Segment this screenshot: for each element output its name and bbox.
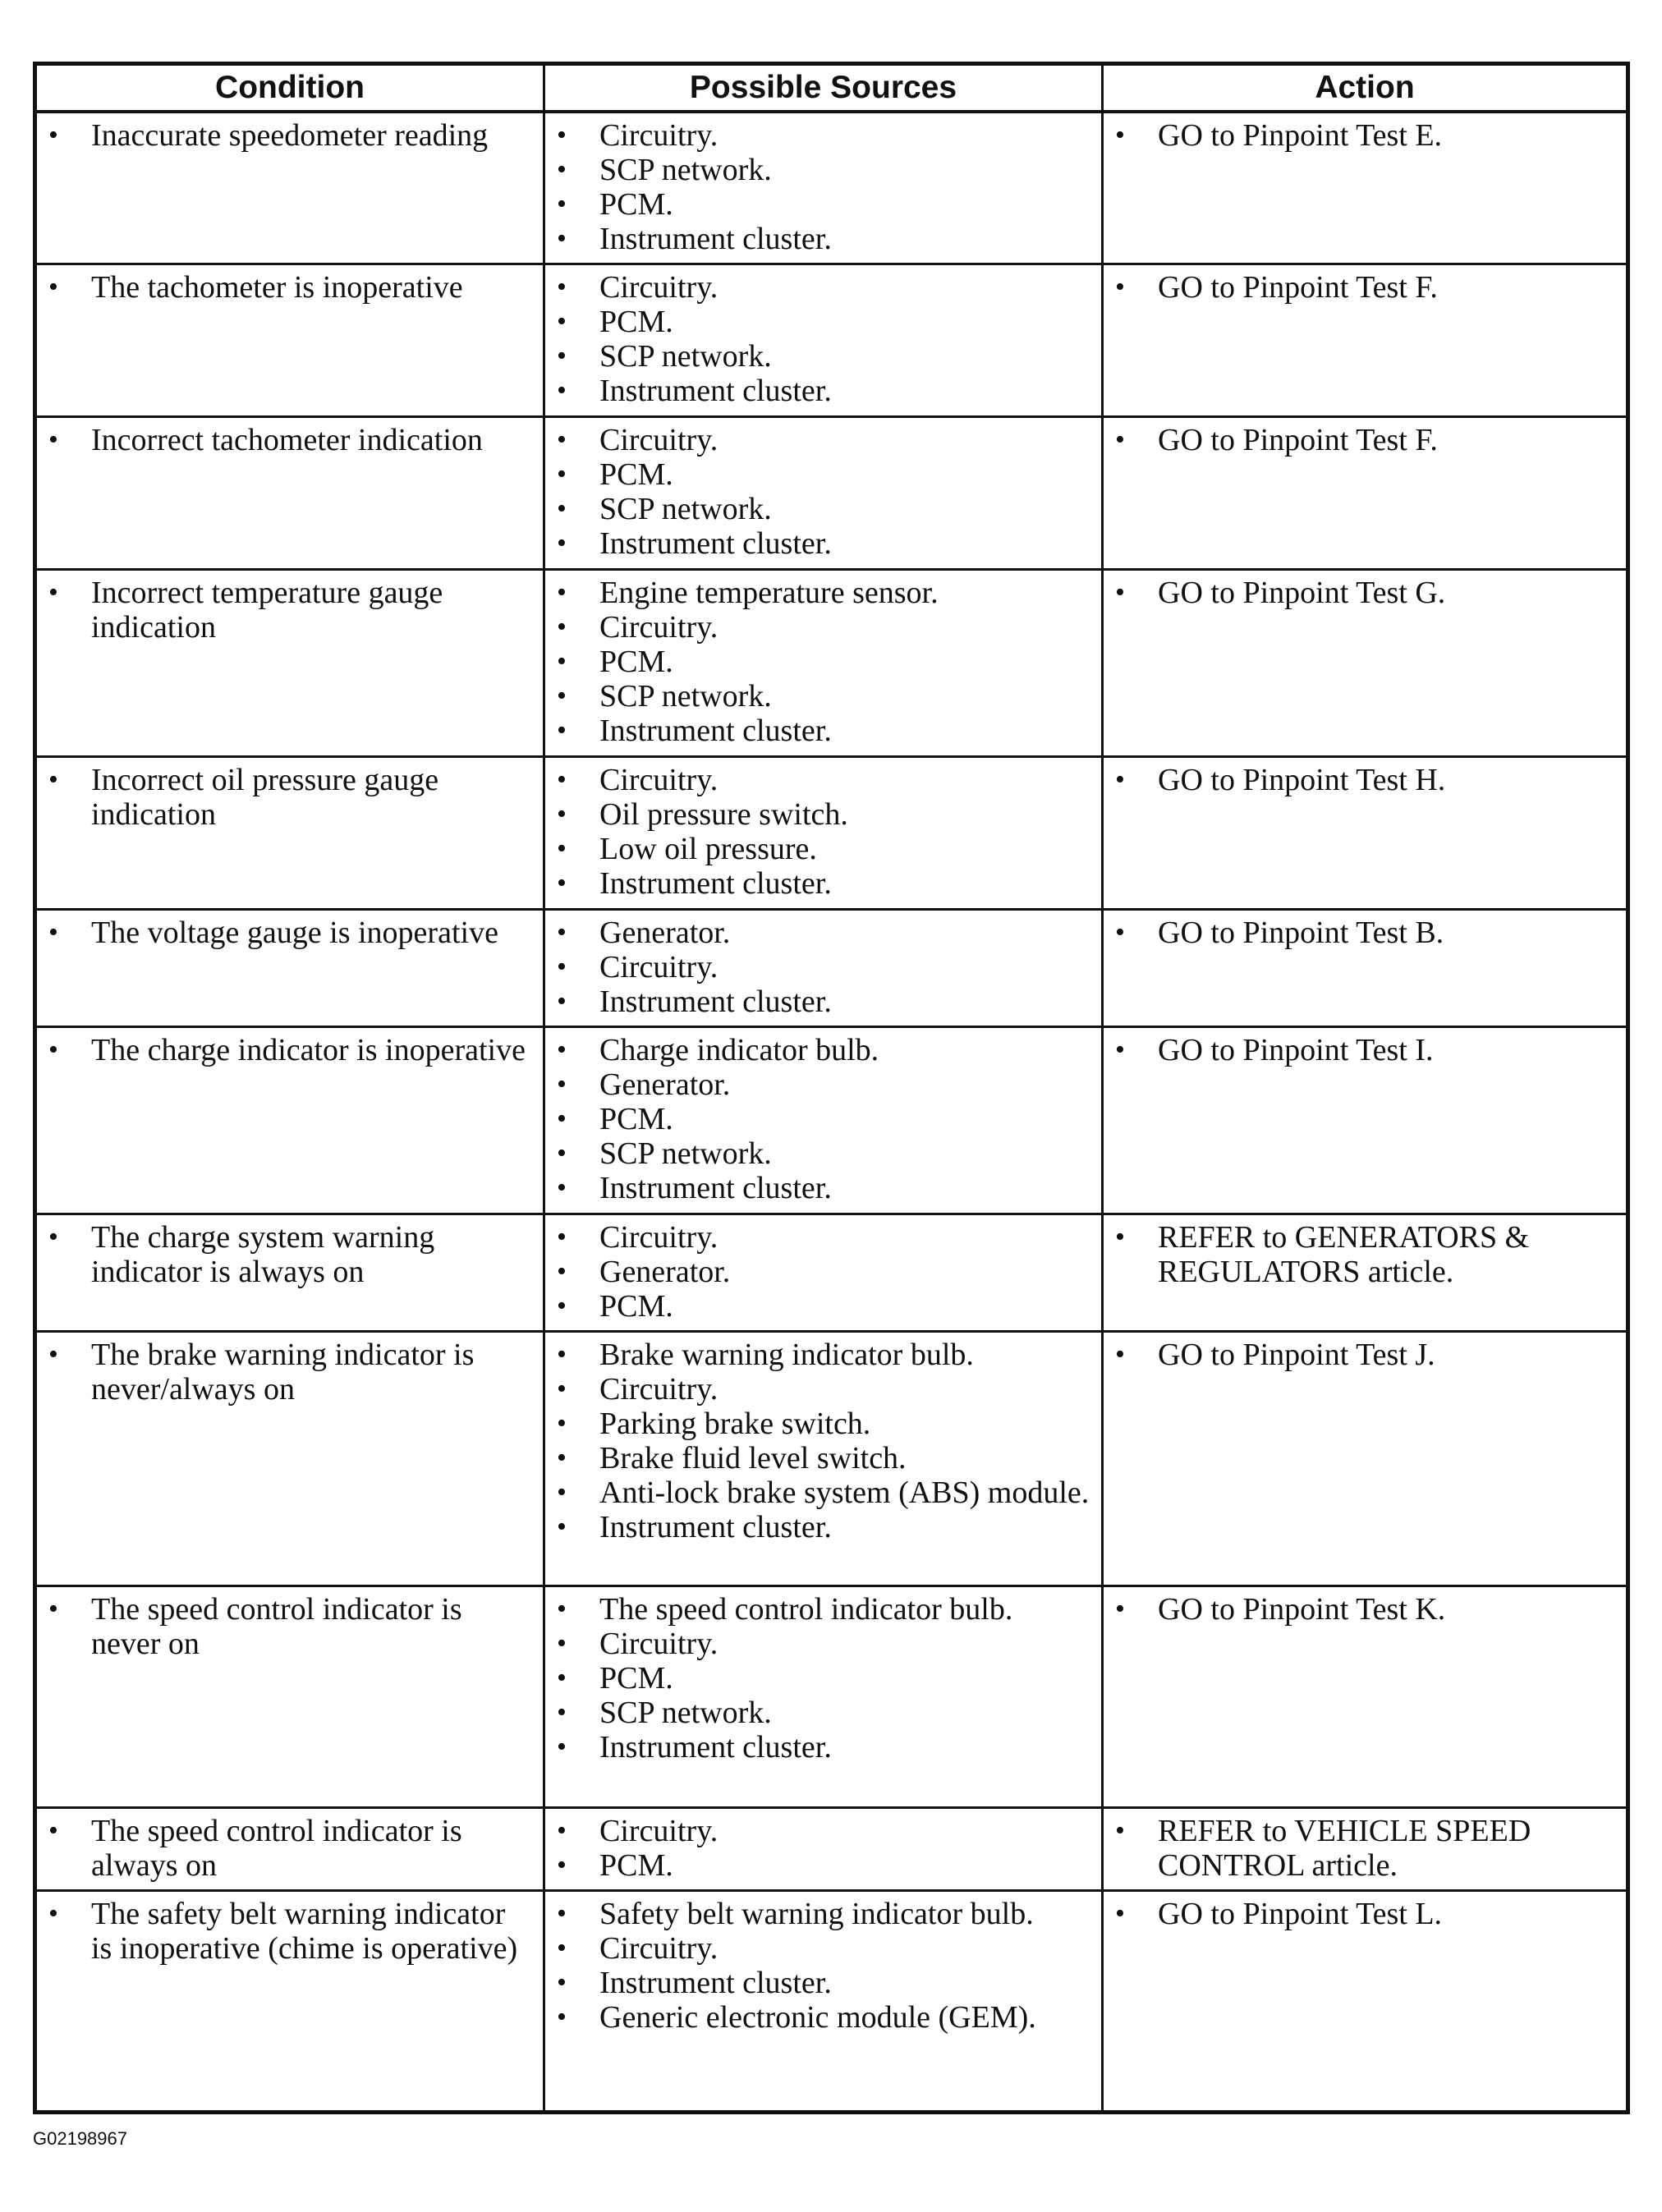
source-item: • PCM. <box>553 305 1090 339</box>
action-cell <box>1103 417 1628 570</box>
condition-text: • The safety belt warning indicator is inoperative (chime is operative) <box>45 1897 531 1966</box>
possible-sources-cell <box>544 112 1103 264</box>
action-cell <box>1103 570 1628 757</box>
condition-text: • The speed control indicator is always on <box>45 1814 531 1883</box>
condition-text: • The tachometer is inoperative <box>45 270 531 305</box>
action-text: • GO to Pinpoint Test G. <box>1112 576 1614 610</box>
action-text: • GO to Pinpoint Test I. <box>1112 1033 1614 1067</box>
action-text: • REFER to VEHICLE SPEED CONTROL article. <box>1112 1814 1614 1883</box>
source-item: • PCM. <box>553 1289 1090 1324</box>
source-item: • Generator. <box>553 1067 1090 1102</box>
source-item: • SCP network. <box>553 679 1090 714</box>
table-row <box>35 1027 1628 1214</box>
condition-text: • Incorrect tachometer indication <box>45 423 531 457</box>
action-cell <box>1103 264 1628 417</box>
source-item: • PCM. <box>553 457 1090 492</box>
condition-text: • The voltage gauge is inoperative <box>45 916 531 950</box>
source-item: • Circuitry. <box>553 1220 1090 1255</box>
source-item: • Instrument cluster. <box>553 374 1090 408</box>
source-item: • Safety belt warning indicator bulb. <box>553 1897 1090 1931</box>
condition-text: • The charge system warning indicator is always on <box>45 1220 531 1289</box>
source-item: • Low oil pressure. <box>553 832 1090 866</box>
possible-sources-cell <box>544 570 1103 757</box>
source-item: • Parking brake switch. <box>553 1407 1090 1441</box>
action-cell <box>1103 910 1628 1027</box>
action-cell <box>1103 1214 1628 1332</box>
source-item: • SCP network. <box>553 1696 1090 1730</box>
source-item: • Circuitry. <box>553 270 1090 305</box>
action-text: • GO to Pinpoint Test B. <box>1112 916 1614 950</box>
condition-text: • The charge indicator is inoperative <box>45 1033 531 1067</box>
source-item: • Generator. <box>553 1255 1090 1289</box>
possible-sources-cell <box>544 417 1103 570</box>
action-text: • REFER to GENERATORS & REGULATORS article. <box>1112 1220 1614 1289</box>
table-row <box>35 264 1628 417</box>
table-row <box>35 910 1628 1027</box>
condition-cell <box>35 417 544 570</box>
source-item: • Instrument cluster. <box>553 526 1090 561</box>
source-item: • SCP network. <box>553 153 1090 187</box>
source-item: • Instrument cluster. <box>553 714 1090 748</box>
source-item: • Circuitry. <box>553 950 1090 984</box>
action-text: • GO to Pinpoint Test F. <box>1112 270 1614 305</box>
action-cell <box>1103 1027 1628 1214</box>
source-item: • Oil pressure switch. <box>553 797 1090 832</box>
source-item: • Circuitry. <box>553 423 1090 457</box>
source-item: • Instrument cluster. <box>553 222 1090 256</box>
symptom-chart-table <box>33 62 1630 2114</box>
possible-sources-cell <box>544 910 1103 1027</box>
source-item: • Instrument cluster. <box>553 1966 1090 2000</box>
source-item: • Circuitry. <box>553 610 1090 645</box>
table-row <box>35 417 1628 570</box>
condition-text: • The speed control indicator is never on <box>45 1592 531 1661</box>
source-item: • The speed control indicator bulb. <box>553 1592 1090 1627</box>
table-row <box>35 757 1628 910</box>
table-row <box>35 1808 1628 1891</box>
possible-sources-cell <box>544 1586 1103 1808</box>
source-item: • Circuitry. <box>553 1372 1090 1407</box>
possible-sources-cell <box>544 1027 1103 1214</box>
condition-cell <box>35 1027 544 1214</box>
source-item: • Brake warning indicator bulb. <box>553 1338 1090 1372</box>
table-header-row <box>35 64 1628 112</box>
condition-cell <box>35 757 544 910</box>
action-text: • GO to Pinpoint Test K. <box>1112 1592 1614 1627</box>
source-item: • PCM. <box>553 645 1090 679</box>
action-text: • GO to Pinpoint Test E. <box>1112 118 1614 153</box>
source-item: • Generic electronic module (GEM). <box>553 2000 1090 2035</box>
source-item: • Instrument cluster. <box>553 1171 1090 1205</box>
source-item: • Anti-lock brake system (ABS) module. <box>553 1475 1090 1510</box>
condition-cell <box>35 1891 544 2113</box>
table-row <box>35 570 1628 757</box>
source-item: • PCM. <box>553 187 1090 222</box>
condition-cell <box>35 570 544 757</box>
table-row <box>35 1214 1628 1332</box>
source-item: • Circuitry. <box>553 1931 1090 1966</box>
source-item: • SCP network. <box>553 1136 1090 1171</box>
possible-sources-cell <box>544 757 1103 910</box>
source-item: • Circuitry. <box>553 1814 1090 1848</box>
condition-cell <box>35 1332 544 1586</box>
condition-cell <box>35 1214 544 1332</box>
diagnosis-table-container <box>33 62 1626 2114</box>
condition-text: • Incorrect oil pressure gauge indication <box>45 763 531 832</box>
source-item: • PCM. <box>553 1661 1090 1696</box>
figure-code: G02198967 <box>33 2128 127 2149</box>
condition-text: • Inaccurate speedometer reading <box>45 118 531 153</box>
action-cell <box>1103 1891 1628 2113</box>
source-item: • SCP network. <box>553 492 1090 526</box>
table-body <box>35 112 1628 2113</box>
source-item: • Engine temperature sensor. <box>553 576 1090 610</box>
source-item: • Circuitry. <box>553 763 1090 797</box>
source-item: • Circuitry. <box>553 118 1090 153</box>
source-item: • Circuitry. <box>553 1627 1090 1661</box>
action-cell <box>1103 1586 1628 1808</box>
table-row <box>35 1332 1628 1586</box>
condition-cell <box>35 1808 544 1891</box>
possible-sources-cell <box>544 1808 1103 1891</box>
action-cell <box>1103 112 1628 264</box>
source-item: • Charge indicator bulb. <box>553 1033 1090 1067</box>
source-item: • Instrument cluster. <box>553 984 1090 1019</box>
condition-cell <box>35 264 544 417</box>
table-row <box>35 1586 1628 1808</box>
condition-cell <box>35 1586 544 1808</box>
source-item: • Instrument cluster. <box>553 1730 1090 1765</box>
action-cell <box>1103 1808 1628 1891</box>
source-item: • Instrument cluster. <box>553 1510 1090 1544</box>
action-cell <box>1103 1332 1628 1586</box>
header-condition: Condition <box>35 64 544 112</box>
possible-sources-cell <box>544 1891 1103 2113</box>
source-item: • PCM. <box>553 1102 1090 1136</box>
possible-sources-cell <box>544 1332 1103 1586</box>
condition-text: • Incorrect temperature gauge indication <box>45 576 531 645</box>
source-item: • Brake fluid level switch. <box>553 1441 1090 1475</box>
source-item: • SCP network. <box>553 339 1090 374</box>
source-item: • Instrument cluster. <box>553 866 1090 901</box>
action-text: • GO to Pinpoint Test H. <box>1112 763 1614 797</box>
action-text: • GO to Pinpoint Test L. <box>1112 1897 1614 1931</box>
action-text: • GO to Pinpoint Test F. <box>1112 423 1614 457</box>
header-action: Action <box>1103 64 1628 112</box>
condition-cell <box>35 910 544 1027</box>
source-item: • Generator. <box>553 916 1090 950</box>
action-text: • GO to Pinpoint Test J. <box>1112 1338 1614 1372</box>
table-row <box>35 112 1628 264</box>
condition-cell <box>35 112 544 264</box>
possible-sources-cell <box>544 1214 1103 1332</box>
header-possible-sources: Possible Sources <box>544 64 1103 112</box>
possible-sources-cell <box>544 264 1103 417</box>
table-row <box>35 1891 1628 2113</box>
action-cell <box>1103 757 1628 910</box>
condition-text: • The brake warning indicator is never/always on <box>45 1338 531 1407</box>
source-item: • PCM. <box>553 1848 1090 1883</box>
